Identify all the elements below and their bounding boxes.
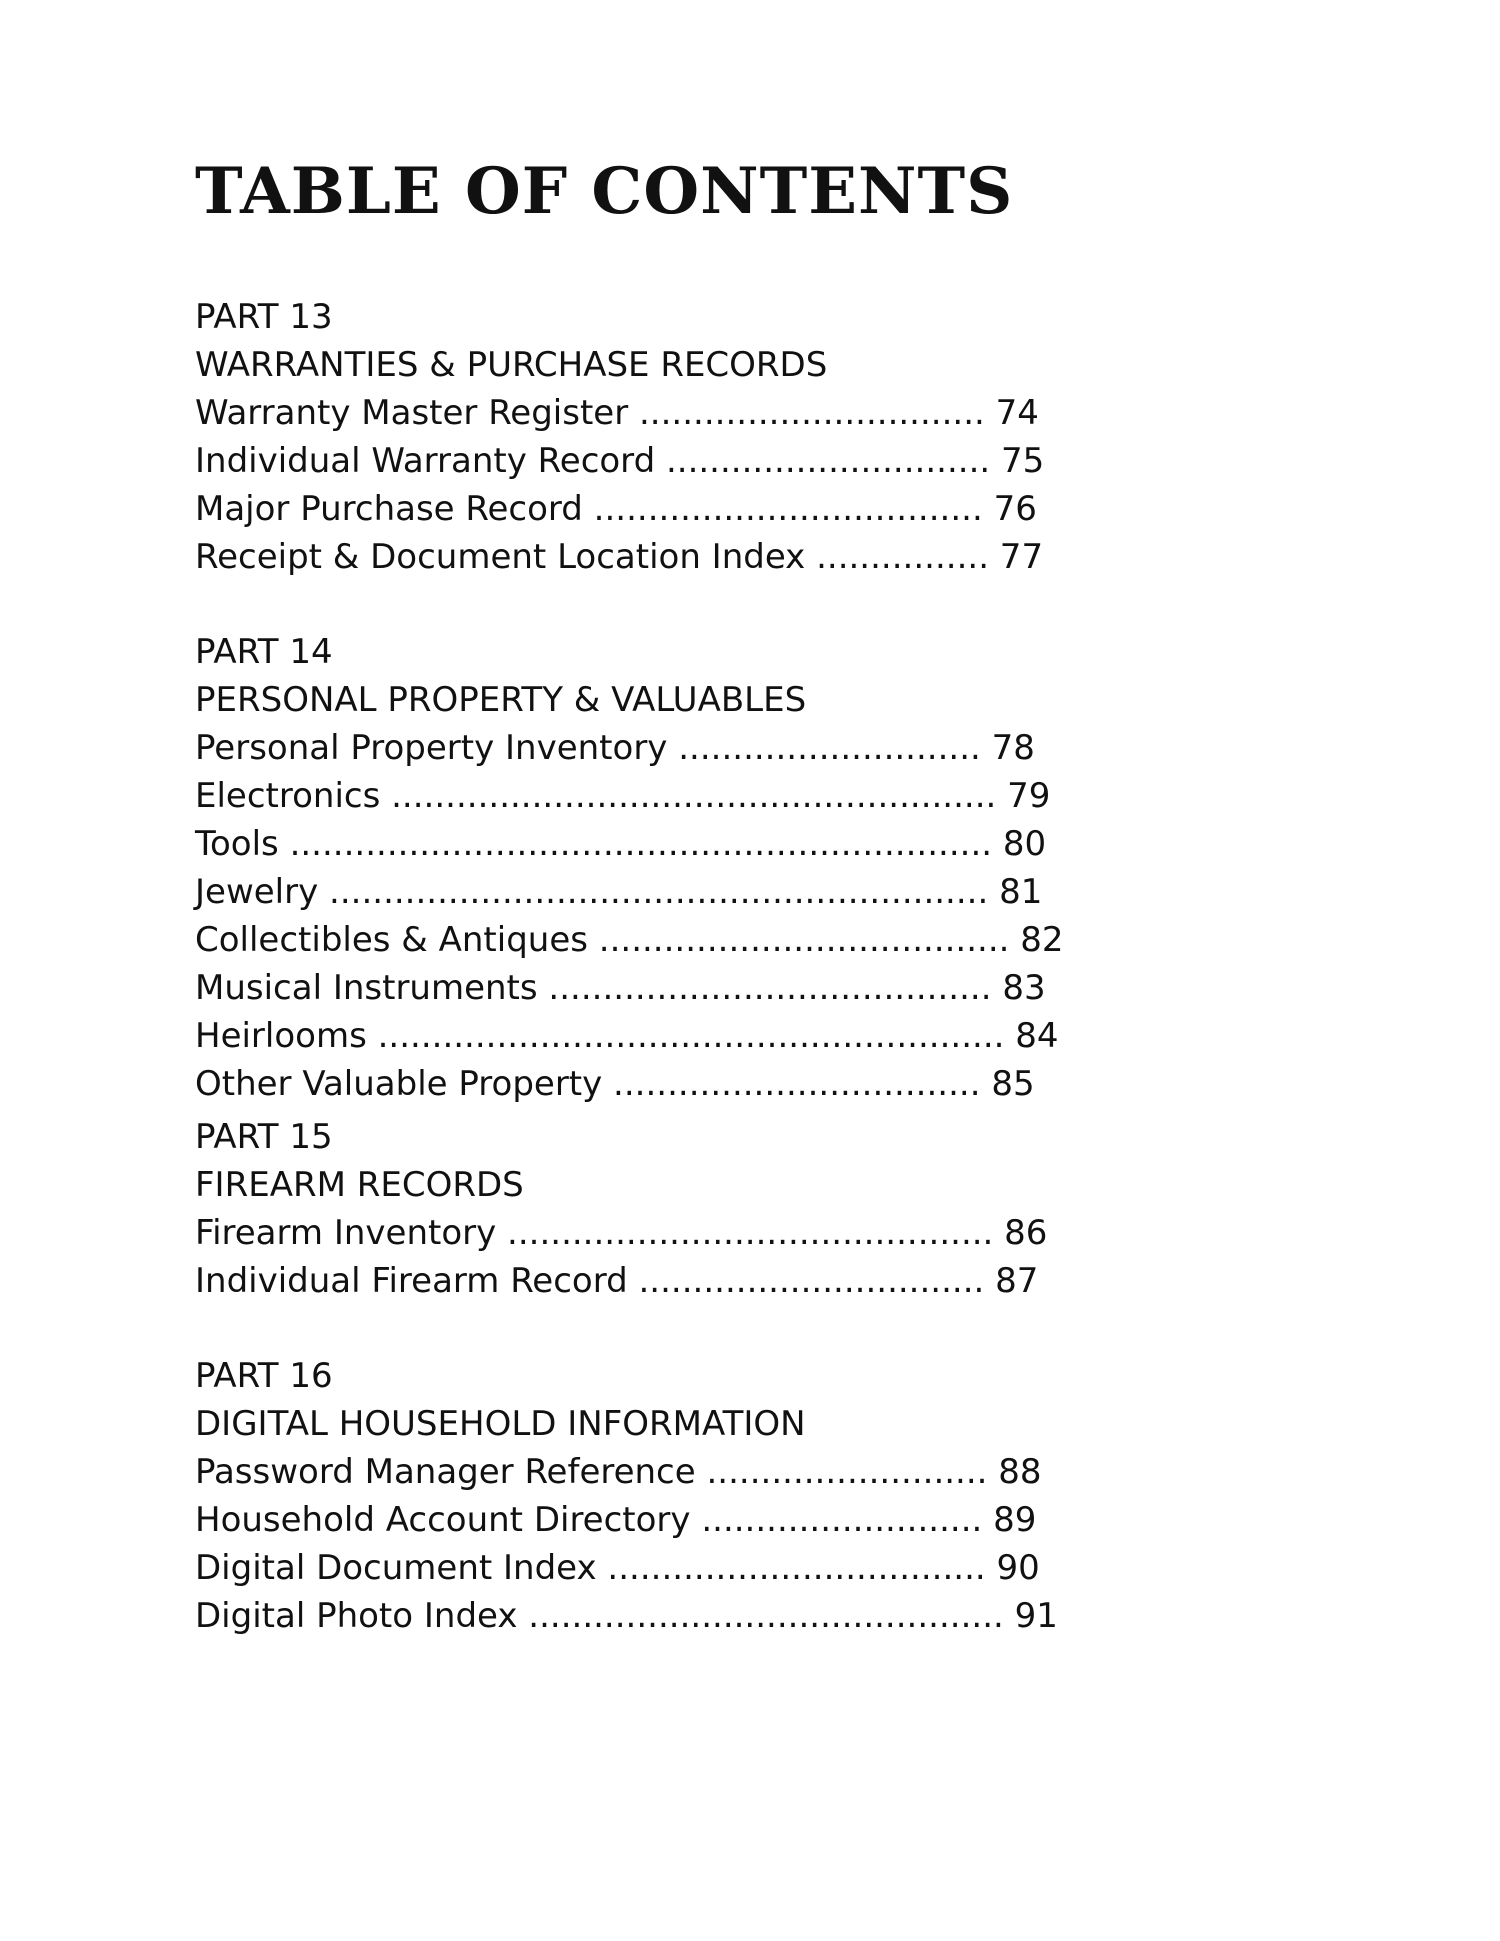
toc-entry[interactable]: Jewelry ............................................................. 81 xyxy=(195,872,1043,912)
part-label: PART 16 xyxy=(195,1356,333,1396)
toc-entry[interactable]: Musical Instruments ......................................... 83 xyxy=(195,968,1046,1008)
toc-entry[interactable]: Tools ................................................................. 80 xyxy=(195,824,1047,864)
part-label: PART 13 xyxy=(195,297,333,337)
toc-section-part-15 xyxy=(195,1113,1047,1305)
toc-entry[interactable]: Other Valuable Property .................................. 85 xyxy=(195,1064,1035,1104)
toc-entry[interactable]: Heirlooms .......................................................... 84 xyxy=(195,1016,1059,1056)
toc-entry[interactable]: Firearm Inventory ............................................. 86 xyxy=(195,1213,1048,1253)
toc-entry[interactable]: Electronics ........................................................ 79 xyxy=(195,776,1051,816)
toc-section-part-14 xyxy=(195,628,1064,1108)
toc-entry[interactable]: Personal Property Inventory ............................ 78 xyxy=(195,728,1035,768)
part-label: PART 15 xyxy=(195,1117,333,1157)
section-heading: DIGITAL HOUSEHOLD INFORMATION xyxy=(195,1404,806,1444)
toc-section-part-16 xyxy=(195,1352,1058,1640)
section-heading: FIREARM RECORDS xyxy=(195,1165,524,1205)
section-heading: WARRANTIES & PURCHASE RECORDS xyxy=(195,345,828,385)
toc-entry[interactable]: Receipt & Document Location Index ................ 77 xyxy=(195,537,1044,577)
toc-entry[interactable]: Individual Warranty Record .............................. 75 xyxy=(195,441,1045,481)
part-label: PART 14 xyxy=(195,632,333,672)
page-title: TABLE OF CONTENTS xyxy=(195,154,1014,229)
toc-section-part-13 xyxy=(195,293,1044,581)
toc-entry[interactable]: Household Account Directory .......................... 89 xyxy=(195,1500,1037,1540)
toc-entry[interactable]: Individual Firearm Record ................................ 87 xyxy=(195,1261,1039,1301)
toc-entry[interactable]: Digital Photo Index ............................................ 91 xyxy=(195,1596,1058,1636)
toc-entry[interactable]: Digital Document Index ................................... 90 xyxy=(195,1548,1040,1588)
toc-entry[interactable]: Warranty Master Register ................................ 74 xyxy=(195,393,1039,433)
section-heading: PERSONAL PROPERTY & VALUABLES xyxy=(195,680,807,720)
toc-entry[interactable]: Collectibles & Antiques ...................................... 82 xyxy=(195,920,1064,960)
toc-entry[interactable]: Major Purchase Record .................................... 76 xyxy=(195,489,1037,529)
toc-entry[interactable]: Password Manager Reference .......................... 88 xyxy=(195,1452,1042,1492)
